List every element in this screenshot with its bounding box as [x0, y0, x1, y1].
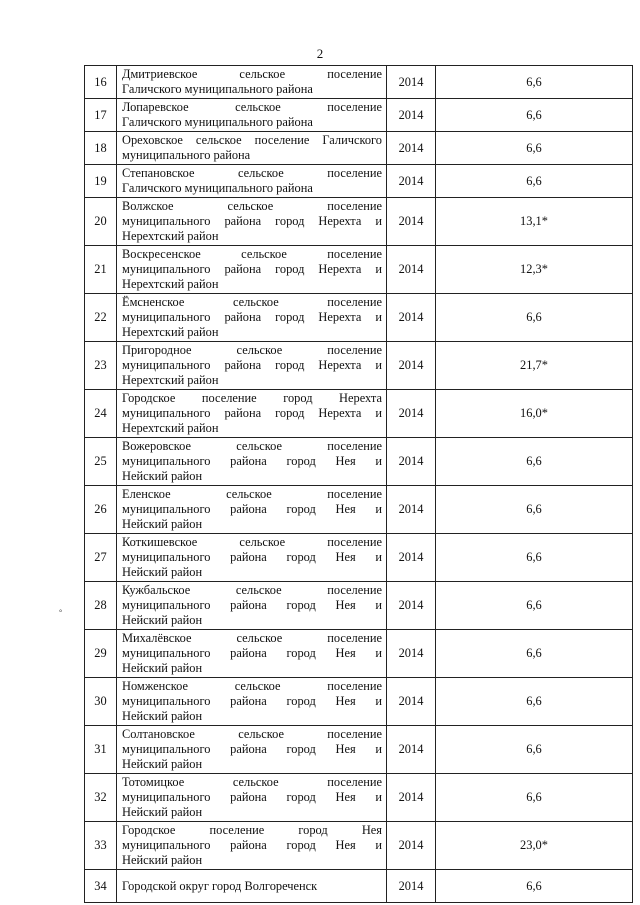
table-row — [85, 678, 633, 726]
row-number: 22 — [85, 294, 117, 342]
municipality-name-line: Городской округ город Волгореченск — [122, 878, 318, 893]
municipality-name-line: муниципального района город Нея и — [122, 646, 382, 660]
municipality-name-line: Дмитриевское сельское поселение — [122, 67, 382, 81]
value-cell: 23,0* — [436, 822, 633, 870]
municipality-name — [117, 438, 387, 486]
table-body — [85, 66, 633, 903]
value-cell: 6,6 — [436, 165, 633, 198]
year-cell: 2014 — [387, 630, 436, 678]
year-cell: 2014 — [387, 678, 436, 726]
municipality-name-line: Солтановское сельское поселение — [122, 727, 382, 741]
value-cell: 6,6 — [436, 534, 633, 582]
municipality-name — [117, 774, 387, 822]
row-number: 16 — [85, 66, 117, 99]
table-row — [85, 66, 633, 99]
municipality-name-line: муниципального района город Нея и — [122, 598, 382, 612]
value-cell: 6,6 — [436, 678, 633, 726]
row-number: 19 — [85, 165, 117, 198]
year-cell: 2014 — [387, 390, 436, 438]
table-row — [85, 486, 633, 534]
municipality-name — [117, 132, 387, 165]
municipality-name-line: Ореховское сельское поселение Галичского — [122, 133, 382, 147]
municipality-name — [117, 870, 387, 903]
municipality-name-line: Номженское сельское поселение — [122, 679, 382, 693]
value-cell: 6,6 — [436, 870, 633, 903]
year-cell: 2014 — [387, 582, 436, 630]
table-row — [85, 774, 633, 822]
municipality-name — [117, 726, 387, 774]
municipality-name-line: Нерехтский район — [122, 325, 219, 339]
value-cell: 12,3* — [436, 246, 633, 294]
value-cell: 6,6 — [436, 582, 633, 630]
year-cell: 2014 — [387, 294, 436, 342]
value-cell: 13,1* — [436, 198, 633, 246]
municipality-name-line: Нейский район — [122, 661, 203, 675]
row-number: 27 — [85, 534, 117, 582]
row-number: 23 — [85, 342, 117, 390]
year-cell: 2014 — [387, 822, 436, 870]
year-cell: 2014 — [387, 66, 436, 99]
municipality-name-line: Лопаревское сельское поселение — [122, 100, 382, 114]
year-cell: 2014 — [387, 870, 436, 903]
value-cell: 6,6 — [436, 630, 633, 678]
row-number: 29 — [85, 630, 117, 678]
row-number: 20 — [85, 198, 117, 246]
municipality-name-line: муниципального района город Нерехта и — [122, 406, 382, 420]
table-row — [85, 630, 633, 678]
year-cell: 2014 — [387, 342, 436, 390]
table-row — [85, 294, 633, 342]
municipality-name — [117, 390, 387, 438]
municipality-name-line: муниципального района город Нерехта и — [122, 310, 382, 324]
row-number: 28 — [85, 582, 117, 630]
table-row — [85, 534, 633, 582]
table-row — [85, 726, 633, 774]
municipality-name — [117, 165, 387, 198]
municipality-name-line: Нейский район — [122, 805, 203, 819]
table-row — [85, 99, 633, 132]
page-number: 2 — [316, 46, 324, 61]
value-cell: 21,7* — [436, 342, 633, 390]
table-row — [85, 438, 633, 486]
year-cell: 2014 — [387, 165, 436, 198]
municipality-name-line: муниципального района город Нерехта и — [122, 358, 382, 372]
municipality-name-line: Галичского муниципального района — [122, 181, 313, 195]
municipality-name — [117, 582, 387, 630]
value-cell: 6,6 — [436, 726, 633, 774]
value-cell: 6,6 — [436, 132, 633, 165]
table-row — [85, 582, 633, 630]
municipality-name-line: Нейский район — [122, 613, 203, 627]
table-row — [85, 342, 633, 390]
municipality-name-line: Нейский район — [122, 853, 203, 867]
municipality-name-line: муниципального района город Нея и — [122, 838, 382, 852]
municipality-name-line: Городское поселение город Нея — [122, 823, 382, 837]
year-cell: 2014 — [387, 246, 436, 294]
municipality-name-line: муниципального района город Нерехта и — [122, 214, 382, 228]
municipality-name-line: Нерехтский район — [122, 373, 219, 387]
municipality-name-line: муниципального района город Нея и — [122, 790, 382, 804]
table-row — [85, 132, 633, 165]
municipality-name-line: Нейский район — [122, 565, 203, 579]
year-cell: 2014 — [387, 486, 436, 534]
municipality-name-line: Городское поселение город Нерехта — [122, 391, 382, 405]
row-number: 32 — [85, 774, 117, 822]
table-row — [85, 198, 633, 246]
year-cell: 2014 — [387, 534, 436, 582]
municipality-name-line: муниципального района город Нея и — [122, 502, 382, 516]
municipality-name-line: Нерехтский район — [122, 421, 219, 435]
municipality-name — [117, 246, 387, 294]
value-cell: 6,6 — [436, 294, 633, 342]
municipality-name-line: муниципального района — [122, 148, 251, 162]
row-number: 18 — [85, 132, 117, 165]
municipality-name — [117, 342, 387, 390]
year-cell: 2014 — [387, 774, 436, 822]
table-row — [85, 822, 633, 870]
municipality-name — [117, 678, 387, 726]
municipality-name-line: Нерехтский район — [122, 277, 219, 291]
municipality-name — [117, 66, 387, 99]
municipality-name-line: Михалёвское сельское поселение — [122, 631, 382, 645]
municipality-name-line: Нейский район — [122, 469, 203, 483]
row-number: 31 — [85, 726, 117, 774]
municipality-name-line: муниципального района город Нея и — [122, 454, 382, 468]
municipality-name — [117, 198, 387, 246]
table-row — [85, 870, 633, 903]
row-number: 17 — [85, 99, 117, 132]
table-row — [85, 390, 633, 438]
value-cell: 6,6 — [436, 486, 633, 534]
municipality-name-line: Галичского муниципального района — [122, 115, 313, 129]
municipality-name-line: Галичского муниципального района — [122, 82, 313, 96]
municipality-name-line: муниципального района город Нея и — [122, 694, 382, 708]
year-cell: 2014 — [387, 132, 436, 165]
row-number: 34 — [85, 870, 117, 903]
municipality-name-line: Пригородное сельское поселение — [122, 343, 382, 357]
municipality-name — [117, 486, 387, 534]
row-number: 21 — [85, 246, 117, 294]
municipality-name-line: Вожеровское сельское поселение — [122, 439, 382, 453]
municipality-name-line: Тотомицкое сельское поселение — [122, 775, 382, 789]
municipality-name-line: Степановское сельское поселение — [122, 166, 382, 180]
value-cell: 6,6 — [436, 438, 633, 486]
row-number: 26 — [85, 486, 117, 534]
row-number: 30 — [85, 678, 117, 726]
municipality-name — [117, 822, 387, 870]
municipality-name-line: Нейский район — [122, 709, 203, 723]
municipality-name-line: Еленское сельское поселение — [122, 487, 382, 501]
municipality-name-line: муниципального района город Нерехта и — [122, 262, 382, 276]
municipality-name-line: Воскресенское сельское поселение — [122, 247, 382, 261]
row-number: 33 — [85, 822, 117, 870]
year-cell: 2014 — [387, 438, 436, 486]
value-cell: 6,6 — [436, 66, 633, 99]
municipality-name-line: Кужбальское сельское поселение — [122, 583, 382, 597]
municipality-name-line: Нейский район — [122, 517, 203, 531]
municipality-name — [117, 630, 387, 678]
year-cell: 2014 — [387, 726, 436, 774]
value-cell: 6,6 — [436, 774, 633, 822]
value-cell: 6,6 — [436, 99, 633, 132]
municipality-name — [117, 534, 387, 582]
row-number: 25 — [85, 438, 117, 486]
municipality-name-line: муниципального района город Нея и — [122, 550, 382, 564]
municipality-name — [117, 99, 387, 132]
tariff-table — [84, 65, 633, 903]
municipality-name-line: Ёмсненское сельское поселение — [122, 295, 382, 309]
municipality-name-line: Коткишевское сельское поселение — [122, 535, 382, 549]
municipality-name-line: Волжское сельское поселение — [122, 199, 382, 213]
row-number: 24 — [85, 390, 117, 438]
municipality-name-line: муниципального района город Нея и — [122, 742, 382, 756]
year-cell: 2014 — [387, 99, 436, 132]
value-cell: 16,0* — [436, 390, 633, 438]
municipality-name-line: Нерехтский район — [122, 229, 219, 243]
municipality-name — [117, 294, 387, 342]
margin-mark: ° — [59, 608, 63, 617]
table-row — [85, 165, 633, 198]
table-row — [85, 246, 633, 294]
year-cell: 2014 — [387, 198, 436, 246]
municipality-name-line: Нейский район — [122, 757, 203, 771]
